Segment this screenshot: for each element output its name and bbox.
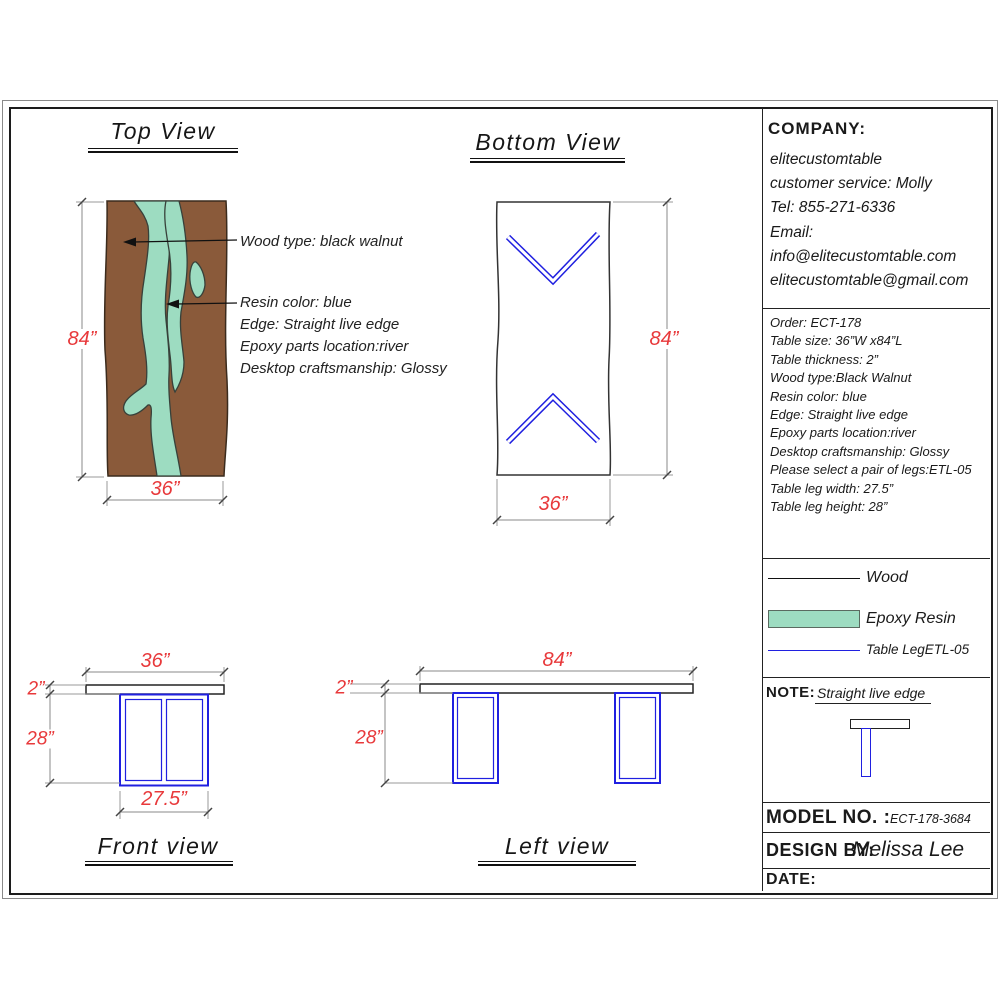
dim-top-height: 84” bbox=[67, 328, 97, 350]
dim-left-leg-height: 28” bbox=[355, 727, 383, 749]
legend-resin-swatch bbox=[768, 610, 860, 628]
front-leg bbox=[120, 695, 208, 786]
company-heading: COMPANY: bbox=[768, 119, 867, 138]
order-line: Table size: 36”W x84”L bbox=[770, 333, 903, 349]
company-service: customer service: Molly bbox=[770, 175, 932, 193]
order-line: Resin color: blue bbox=[770, 388, 867, 404]
order-line: Desktop craftsmanship: Glossy bbox=[770, 443, 950, 459]
note-leg-diagram-stem bbox=[861, 728, 871, 777]
dim-bottom-width: 36” bbox=[538, 493, 568, 515]
order-line: Table leg height: 28” bbox=[770, 499, 888, 515]
order-line: Please select a pair of legs:ETL-05 bbox=[770, 462, 972, 478]
annotation-block bbox=[240, 292, 447, 380]
left-view-title: Left view bbox=[504, 833, 610, 859]
order-line: Edge: Straight live edge bbox=[770, 407, 909, 423]
company-email-1: info@elitecustomtable.com bbox=[770, 247, 957, 265]
legend-leg-label: Table LegETL-05 bbox=[866, 642, 970, 657]
annotation-edge: Edge: Straight live edge bbox=[240, 316, 400, 333]
top-view-title: Top View bbox=[110, 118, 216, 144]
left-leg-2 bbox=[615, 693, 660, 783]
company-email-label: Email: bbox=[770, 223, 814, 241]
dim-front-thickness: 2” bbox=[27, 678, 45, 700]
annotation-resin-color: Resin color: blue bbox=[240, 294, 352, 311]
order-line: Table leg width: 27.5” bbox=[770, 480, 894, 496]
company-email-2: elitecustomtable@gmail.com bbox=[770, 272, 969, 290]
legend-resin-label: Epoxy Resin bbox=[866, 610, 956, 627]
dim-bottom-height: 84” bbox=[649, 328, 679, 350]
order-line: Epoxy parts location:river bbox=[770, 425, 916, 441]
note-leg-diagram-top bbox=[850, 719, 910, 729]
dim-front-leg-width: 27.5” bbox=[141, 788, 187, 810]
model-no-value: ECT-178-3684 bbox=[890, 812, 971, 826]
date-label: DATE: bbox=[766, 871, 817, 888]
left-view-title-underline bbox=[478, 861, 636, 866]
design-by-label: DESIGN BY: bbox=[766, 840, 875, 860]
legend-wood-line bbox=[768, 578, 860, 579]
annotation-wood-type: Wood type: black walnut bbox=[240, 233, 403, 250]
company-info bbox=[770, 148, 968, 293]
order-details bbox=[770, 314, 972, 516]
company-name: elitecustomtable bbox=[770, 151, 883, 168]
note-heading: NOTE: bbox=[766, 684, 816, 701]
annotation-craftsmanship: Desktop craftsmanship: Glossy bbox=[240, 360, 447, 377]
front-tabletop bbox=[86, 685, 224, 694]
dim-front-width: 36” bbox=[140, 650, 170, 672]
legend-wood-label: Wood bbox=[866, 569, 908, 586]
left-tabletop bbox=[420, 684, 693, 693]
design-by-value: Melissa Lee bbox=[852, 838, 965, 861]
company-tel: Tel: 855-271-6336 bbox=[770, 199, 896, 217]
front-view-title: Front view bbox=[97, 833, 219, 859]
annotation-epoxy-location: Epoxy parts location:river bbox=[240, 338, 409, 355]
dim-top-width: 36” bbox=[150, 478, 180, 500]
dim-left-width: 84” bbox=[542, 649, 572, 671]
order-line: Wood type:Black Walnut bbox=[770, 370, 912, 386]
top-view-title-underline bbox=[88, 148, 238, 153]
dim-left-thickness: 2” bbox=[335, 677, 353, 699]
model-no-label: MODEL NO. : bbox=[766, 807, 891, 828]
order-line: Table thickness: 2” bbox=[770, 351, 878, 367]
legend-leg-line bbox=[768, 650, 860, 651]
note-text: Straight live edge bbox=[815, 685, 931, 704]
bottom-view-title-underline bbox=[470, 158, 625, 163]
front-view-title-underline bbox=[85, 861, 233, 866]
left-leg-1 bbox=[453, 693, 498, 783]
bottom-view-title: Bottom View bbox=[475, 129, 621, 155]
order-line: Order: ECT-178 bbox=[770, 315, 862, 330]
dim-front-leg-height: 28” bbox=[26, 728, 54, 750]
